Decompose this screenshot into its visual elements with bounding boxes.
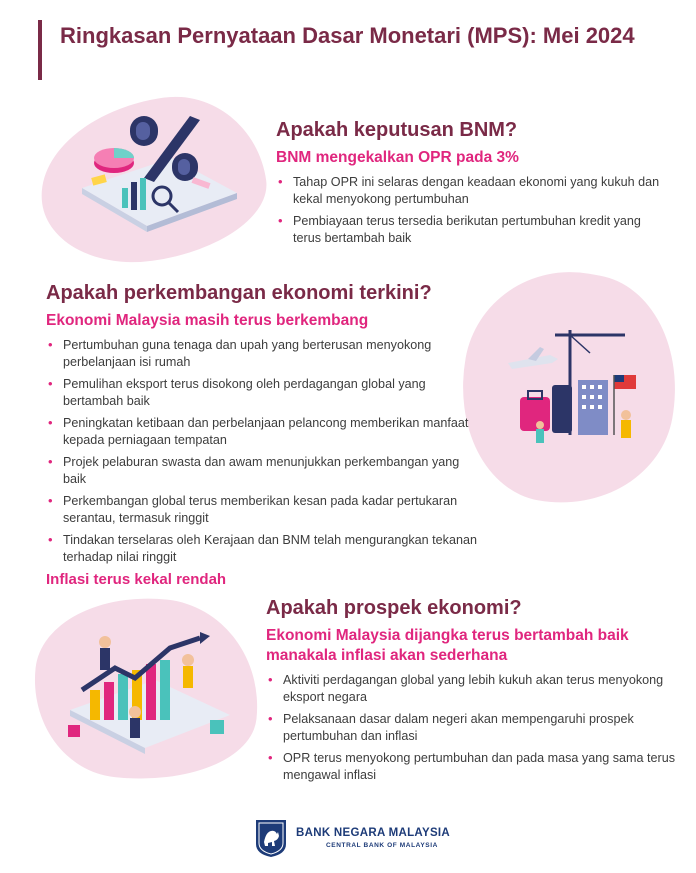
inflation-note: Inflasi terus kekal rendah: [46, 571, 227, 588]
section-economic-developments: [46, 281, 481, 571]
bullet-list: [276, 174, 671, 246]
title-accent-bar: [38, 20, 42, 80]
list-item: • Pelaksanaan dasar dalam negeri akan mempengaruhi prospek pertumbuhan dan inflasi: [266, 711, 686, 744]
growth-chart-illustration-icon: [60, 630, 240, 760]
list-item: • Aktiviti perdagangan global yang lebih kukuh akan terus menyokong eksport negara: [266, 672, 686, 705]
list-item: • Pertumbuhan guna tenaga dan upah yang berterusan menyokong perbelanjaan isi rumah: [46, 337, 481, 370]
list-item: • Tahap OPR ini selaras dengan keadaan ekonomi yang kukuh dan kekal menyokong pertumbuhan: [276, 174, 671, 207]
list-item: • Perkembangan global terus memberikan kesan pada kadar pertukaran serantau, termasuk ringgit: [46, 493, 481, 526]
section-bnm-decision: [276, 118, 671, 252]
list-item: • Peningkatan ketibaan dan perbelanjaan pelancong memberikan manfaat kepada perniagaan tempatan: [46, 415, 481, 448]
bnm-logo-icon: [254, 818, 288, 858]
list-item: • Projek pelaburan swasta dan awam menunjukkan perkembangan yang baik: [46, 454, 481, 487]
section-subheading: Ekonomi Malaysia masih terus berkembang: [46, 312, 369, 329]
travel-construction-illustration-icon: [500, 325, 650, 460]
list-item: • Pemulihan eksport terus disokong oleh perdagangan global yang bertambah baik: [46, 376, 481, 409]
list-item: • Pembiayaan terus tersedia berikutan pertumbuhan kredit yang terus bertambah baik: [276, 213, 671, 246]
section-economic-outlook: [266, 596, 686, 789]
bank-name-english: CENTRAL BANK OF MALAYSIA: [326, 842, 438, 849]
section-heading: Apakah perkembangan ekonomi terkini?: [46, 282, 432, 304]
page-title: Ringkasan Pernyataan Dasar Monetari (MPS): Mei 2024: [60, 23, 635, 48]
bullet-list: [266, 672, 686, 783]
bullet-list: [46, 337, 481, 565]
section-subheading: BNM mengekalkan OPR pada 3%: [276, 149, 519, 166]
list-item: • OPR terus menyokong pertumbuhan dan pada masa yang sama terus mengawal inflasi: [266, 750, 686, 783]
section-heading: Apakah keputusan BNM?: [276, 119, 518, 141]
bank-name: BANK NEGARA MALAYSIA: [296, 827, 451, 839]
percent-chart-illustration-icon: [62, 108, 252, 248]
section-heading: Apakah prospek ekonomi?: [266, 597, 522, 619]
section-subheading: Ekonomi Malaysia dijangka terus bertambah baik manakala inflasi akan sederhana: [266, 627, 629, 664]
list-item: • Tindakan terselaras oleh Kerajaan dan BNM telah mengurangkan tekanan terhadap nilai ringgit: [46, 532, 481, 565]
bnm-logo: [254, 818, 450, 858]
